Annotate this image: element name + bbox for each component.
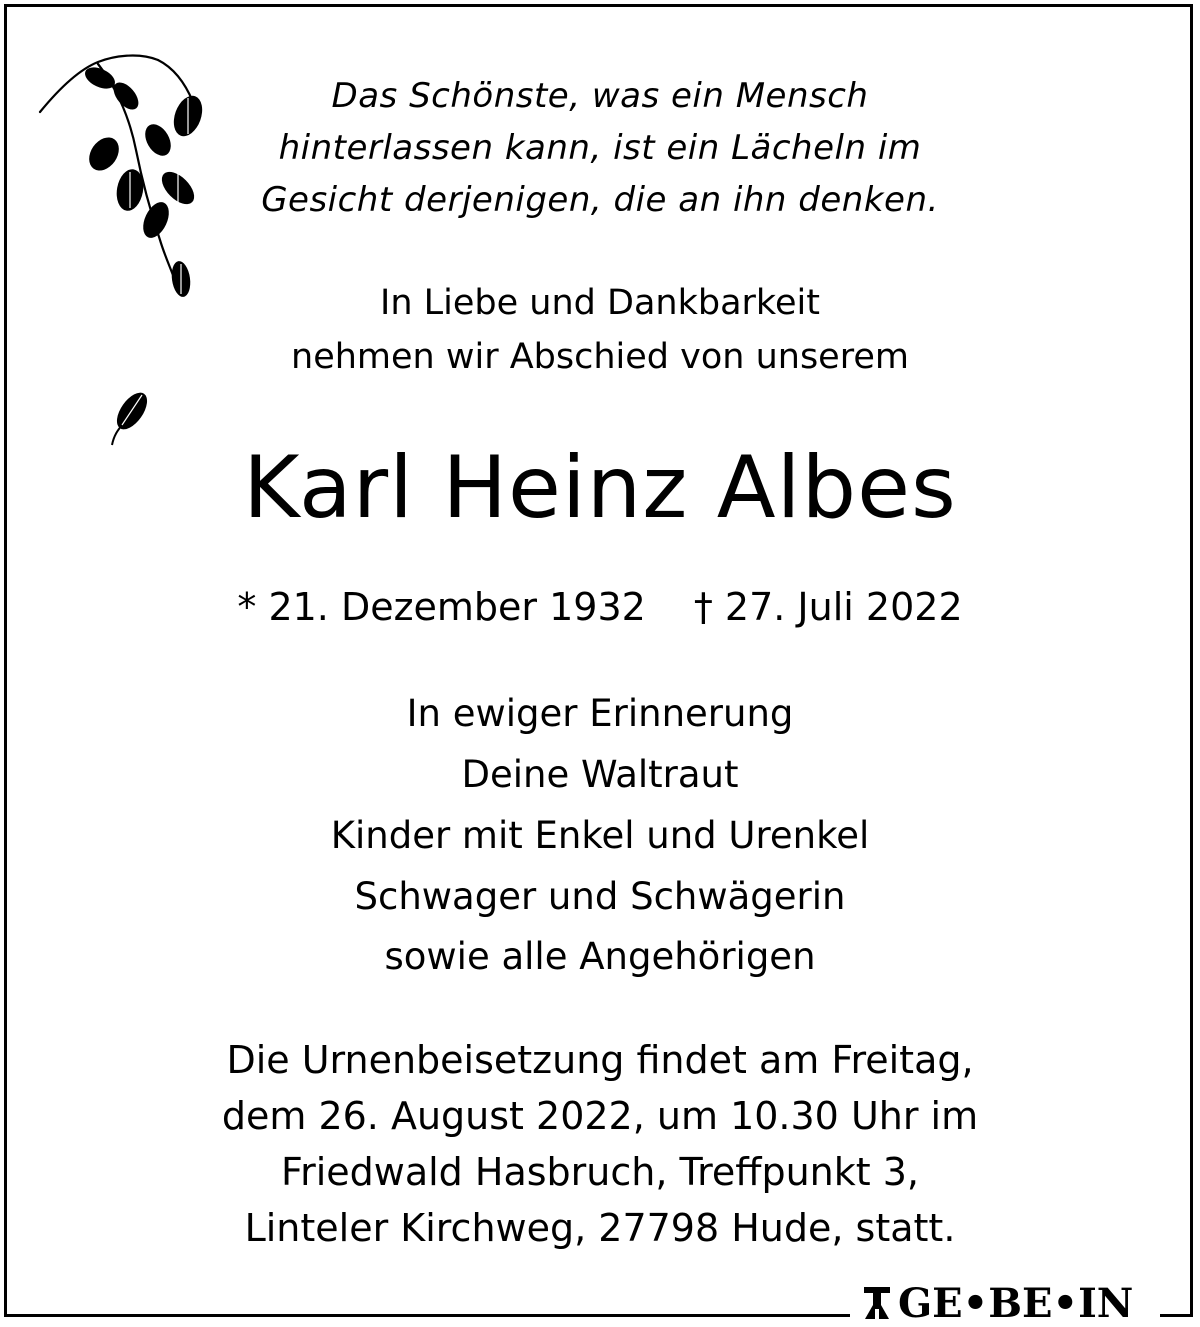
logo-text: GE•BE•IN [898, 1279, 1134, 1327]
funeral-line-2: dem 26. August 2022, um 10.30 Uhr im [221, 1094, 979, 1138]
quote-line-3: Gesicht derjenigen, die an ihn denken. [261, 180, 939, 220]
deceased-name: Karl Heinz Albes [243, 438, 957, 538]
intro-line-1: In Liebe und Dankbarkeit [380, 283, 820, 323]
mourners-line-5: sowie alle Angehörigen [384, 935, 816, 978]
intro-line-2: nehmen wir Abschied von unserem [291, 337, 909, 377]
funeral-line-1: Die Urnenbeisetzung findet am Freitag, [226, 1038, 974, 1082]
life-dates [0, 585, 1200, 629]
quote-line-2: hinterlassen kann, ist ein Lächeln im [278, 128, 922, 168]
gebein-logo [862, 1281, 1133, 1325]
mourners-line-2: Deine Waltraut [461, 753, 739, 796]
mourners-line-1: In ewiger Erinnerung [406, 692, 794, 735]
funeral-line-4: Linteler Kirchweg, 27798 Hude, statt. [244, 1206, 956, 1250]
funeral-line-3: Friedwald Hasbruch, Treffpunkt 3, [280, 1150, 920, 1194]
death-date: † 27. Juli 2022 [693, 585, 963, 629]
birth-date: * 21. Dezember 1932 [237, 585, 646, 629]
mourners-line-3: Kinder mit Enkel und Urenkel [330, 814, 870, 857]
mourners-line-4: Schwager und Schwägerin [354, 875, 846, 918]
gebein-logo-icon [862, 1285, 892, 1321]
quote-line-1: Das Schönste, was ein Mensch [331, 76, 869, 116]
